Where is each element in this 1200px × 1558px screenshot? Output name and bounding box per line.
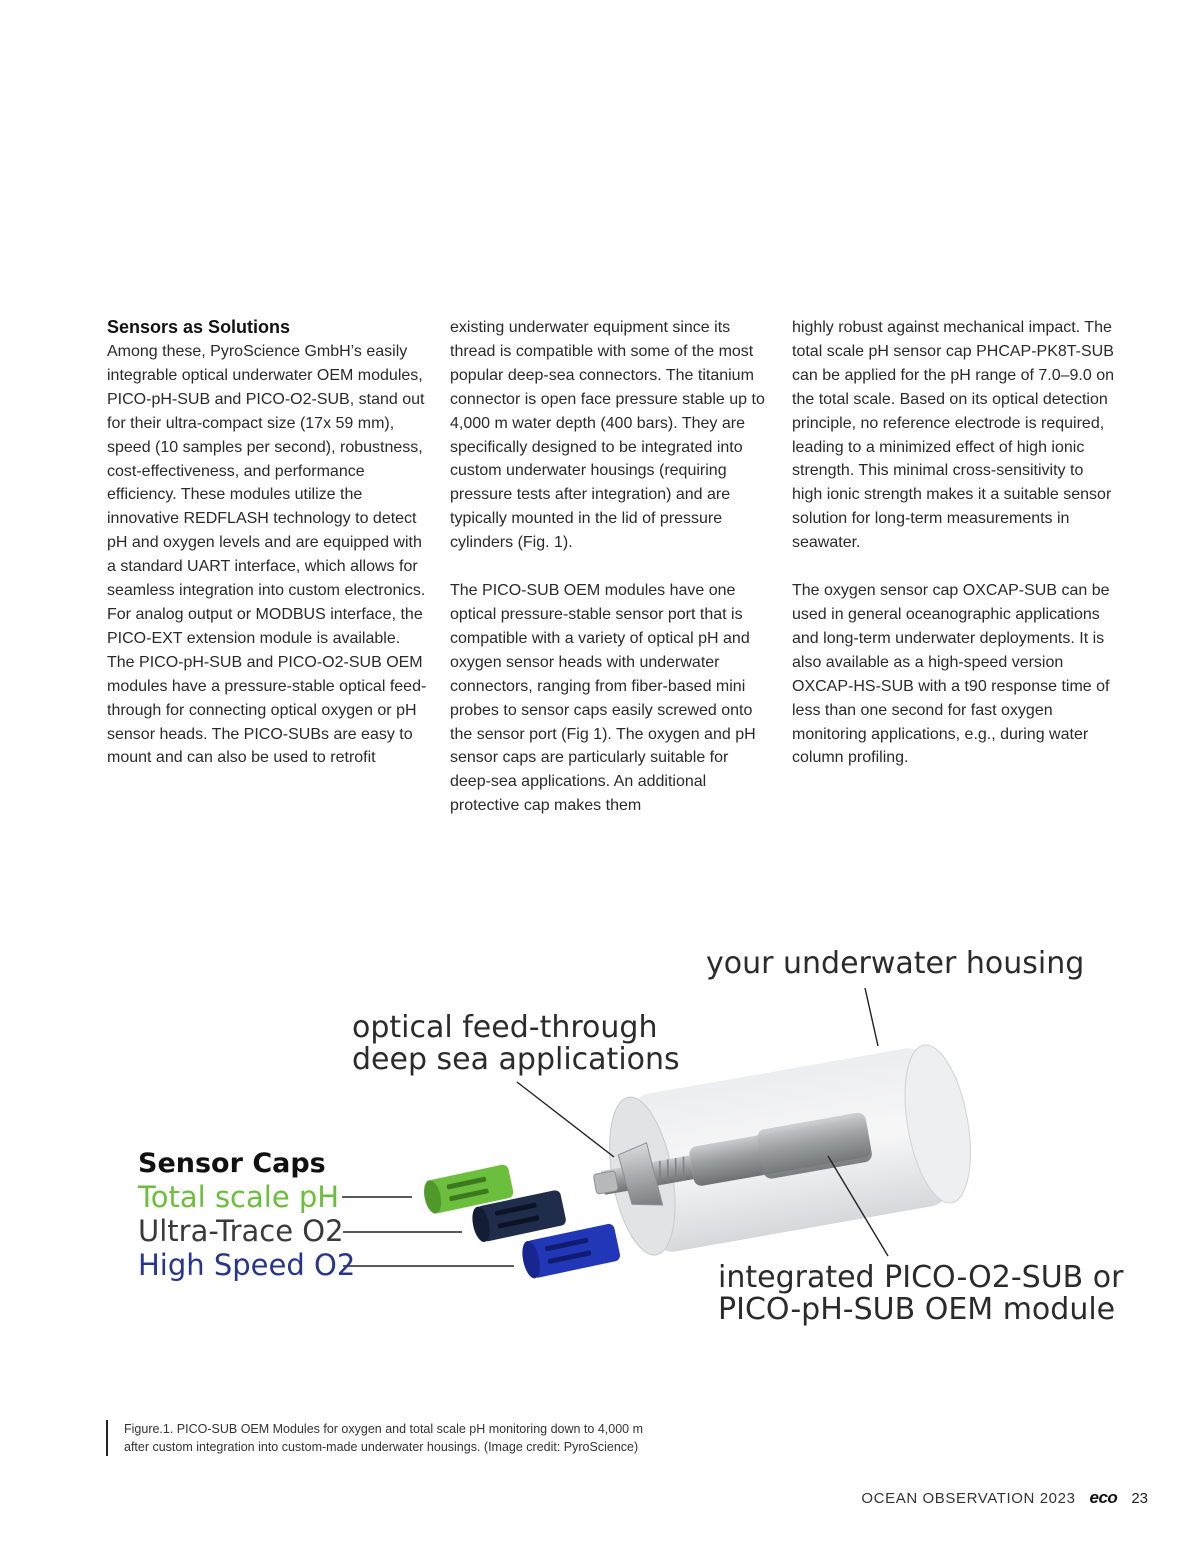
column-2-paragraph-1: existing underwater equipment since its thread is compatible with some of the most popular deep-sea connectors. The titanium connector is open face pressure stable up to 4,000 m water depth (400 bars). They are specifically designed to be integrated into custom underwater housings (requiring pressure tests after integration) and are typically mounted in the lid of pressure cylinders (Fig. 1).	[450, 319, 765, 552]
column-1-text: Among these, PyroScience GmbH’s easily integrable optical underwater OEM modules, PICO-pH-SUB and PICO-O2-SUB, stand out for their ultra-compact size (17x 59 mm), speed (10 samples per second), robustness, cost-effectiveness, and performance efficiency. These modules utilize the innovative REDFLASH technology to detect pH and oxygen levels and are equipped with a standard UART interface, which allows for seamless integration into custom electronics. For analog output or MODBUS interface, the PICO-EXT extension module is available. The PICO-pH-SUB and PICO-O2-SUB OEM modules have a pressure-stable optical feed-through for connecting optical oxygen or pH sensor heads. The PICO-SUBs are easy to mount and can also be used to retrofit	[107, 343, 427, 767]
article-column-1	[107, 316, 429, 770]
label-ultra-trace-o2: Ultra-Trace O2	[138, 1214, 344, 1248]
label-total-scale-ph: Total scale pH	[138, 1180, 340, 1214]
section-heading: Sensors as Solutions	[107, 317, 291, 337]
caption-line-1: Figure.1. PICO-SUB OEM Modules for oxygen and total scale pH monitoring down to 4,000 m	[124, 1422, 643, 1436]
eco-logo: eco	[1089, 1488, 1118, 1507]
label-feed-through: optical feed-through	[352, 1010, 658, 1045]
figure-caption	[106, 1420, 643, 1456]
article-column-2	[450, 316, 772, 818]
label-high-speed-o2: High Speed O2	[138, 1248, 356, 1282]
column-2-paragraph-2: The PICO-SUB OEM modules have one optical pressure-stable sensor port that is compatible with a variety of optical pH and oxygen sensor heads with underwater connectors, ranging from fiber-based mini probes to sensor caps easily screwed onto the sensor port (Fig 1). The oxygen and pH sensor caps are particularly suitable for deep-sea applications. An additional protective cap makes them	[450, 582, 756, 815]
publication-title: OCEAN OBSERVATION 2023	[861, 1489, 1076, 1507]
page-footer	[861, 1488, 1148, 1508]
label-integrated-module-2: PICO-pH-SUB OEM module	[718, 1292, 1116, 1327]
label-sensor-caps: Sensor Caps	[138, 1148, 326, 1179]
label-integrated-module-1: integrated PICO-O2-SUB or	[718, 1260, 1124, 1295]
cap-high-speed-o2	[519, 1223, 621, 1280]
column-3-paragraph-2: The oxygen sensor cap OXCAP-SUB can be used in general oceanographic applications and long-term underwater deployments. It is also available as a high-speed version OXCAP-HS-SUB with a t90 response time of less than one second for fast oxygen monitoring applications, e.g., during water column profiling.	[792, 582, 1110, 767]
page-number: 23	[1131, 1489, 1148, 1507]
label-deep-sea: deep sea applications	[352, 1042, 680, 1077]
column-3-paragraph-1: highly robust against mechanical impact. The total scale pH sensor cap PHCAP-PK8T-SUB can be applied for the pH range of 7.0–9.0 on the total scale. Based on its optical detection principle, no reference electrode is required, leading to a minimized effect of high ionic strength. This minimal cross-sensitivity to high ionic strength makes it a suitable sensor solution for long-term measurements in seawater.	[792, 319, 1115, 552]
caption-line-2: after custom integration into custom-made underwater housings. (Image credit: PyroScience)	[124, 1440, 639, 1454]
label-underwater-housing: your underwater housing	[706, 946, 1085, 981]
article-column-3	[792, 316, 1114, 770]
